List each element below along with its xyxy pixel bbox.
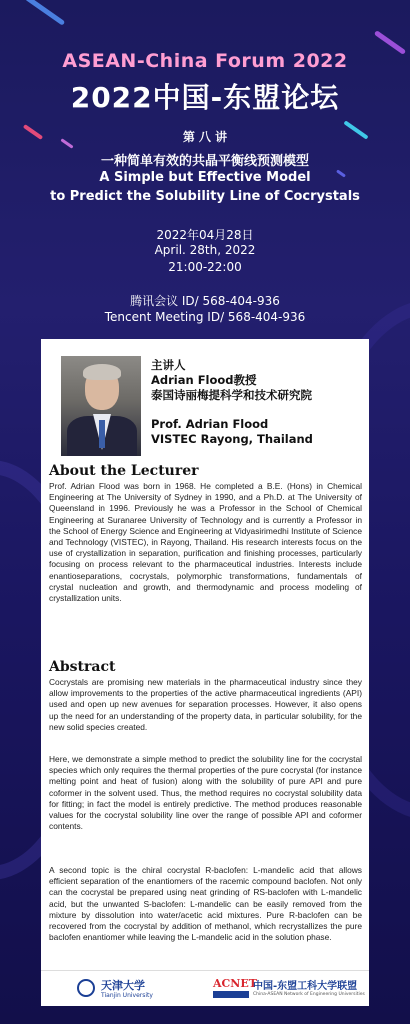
speaker-name-en: Prof. Adrian Flood — [151, 417, 269, 431]
about-heading: About the Lecturer — [49, 463, 199, 479]
date-en: April. 28th, 2022 — [154, 243, 256, 257]
tianjin-university-name-cn: 天津大学 — [101, 979, 145, 992]
acnet-logo: ACNET — [213, 977, 249, 999]
speaker-name-cn: Adrian Flood教授 — [151, 373, 257, 387]
content-card — [41, 339, 369, 970]
lecture-number: 第 八 讲 — [182, 130, 228, 144]
forum-title-cn: 2022中国-东盟论坛 — [70, 81, 340, 114]
acnet-name-cn: 中国-东盟工科大学联盟 — [253, 981, 358, 992]
acnet-name-en: China-ASEAN Network of Engineering Universities — [253, 992, 365, 997]
decor-stripe — [25, 0, 66, 26]
tianjin-university-emblem-icon — [77, 979, 95, 997]
tianjin-university-name-en: Tianjin University — [101, 992, 153, 999]
meeting-id-en: Tencent Meeting ID/ 568-404-936 — [104, 310, 306, 324]
meeting-id-cn: 腾讯会议 ID/ 568-404-936 — [130, 294, 280, 308]
footer-logos — [41, 970, 369, 1006]
lecture-title-en-line1: A Simple but Effective Model — [99, 170, 311, 185]
abstract-paragraph-2: Here, we demonstrate a simple method to predict the solubility line for the cocrystal species which only requires the thermal properties of the pure cocrystal (for instance melting point and heat of fusion) along with the solubility of pure API and pure coformer in the solvent used. Thus, the method requires no cocrystal solubility data for fitting; in fact the model is entirely predictive. The method produces reasonable values for the cocrystal solubility line over the range of possible API and coformer contents. — [49, 754, 362, 832]
abstract-paragraph-3: A second topic is the chiral cocrystal R-baclofen: L-mandelic acid that allows efficient separation of the enantiomers of the racemic compound baclofen. Not only can the cocrystal be prepared using neat grinding of RS-baclofen with L-mandelic acid, but the unwanted S-baclofen: L-mandelic can be easily removed from the mixture by dissolution into water/acetic acid mixtures. Pure R-baclofen can be recovered from the cocrystal by addition of methanol, which recrystallizes the pure baclofen enantiomer while leaving the L-mandelic acid in the solution phase. — [49, 865, 362, 943]
about-text: Prof. Adrian Flood was born in 1968. He completed a B.E. (Hons) in Chemical Engineering at The University of Sydney in 1990, and a Ph.D. at The University of Queensland in 1996. Previously he was a Professor in the School of Chemical Engineering at Suranaree University of Technology and is currently a Professor in the School of Energy Science and Engineering at Vidyasirimedhi Institute of Science and Technology (VISTEC), in Rayong, Thailand. His research interests focus on the use of crystallization in separation, purification and finishing processes, particularly focusing on process relevant to the pharmaceutical industries. Interests include enantioseparations, cocrystals, polymorphic transformations, fundamentals of crystal nucleation and growth, and thermodynamic and process modeling of crystallization units. — [49, 481, 362, 604]
abstract-heading: Abstract — [49, 659, 116, 675]
speaker-label: 主讲人 — [151, 358, 186, 372]
speaker-affiliation-cn: 泰国诗丽梅提科学和技术研究院 — [151, 388, 312, 402]
speaker-photo — [61, 356, 141, 456]
lecture-title-cn: 一种简单有效的共晶平衡线预测模型 — [100, 154, 309, 169]
time: 21:00-22:00 — [168, 260, 242, 274]
speaker-affiliation-en: VISTEC Rayong, Thailand — [151, 432, 313, 446]
date-cn: 2022年04月28日 — [156, 228, 254, 242]
forum-title-en: ASEAN-China Forum 2022 — [62, 50, 348, 72]
abstract-paragraph-1: Cocrystals are promising new materials in the pharmaceutical industry since they allow improvements to the properties of the active pharmaceutical ingredients (API) used and open up new avenues for separation processes. However, it also opens up the need for an understanding of the property data, in particular solubility, for the new solid species created. — [49, 677, 362, 732]
lecture-title-en-line2: to Predict the Solubility Line of Cocrystals — [50, 189, 360, 204]
